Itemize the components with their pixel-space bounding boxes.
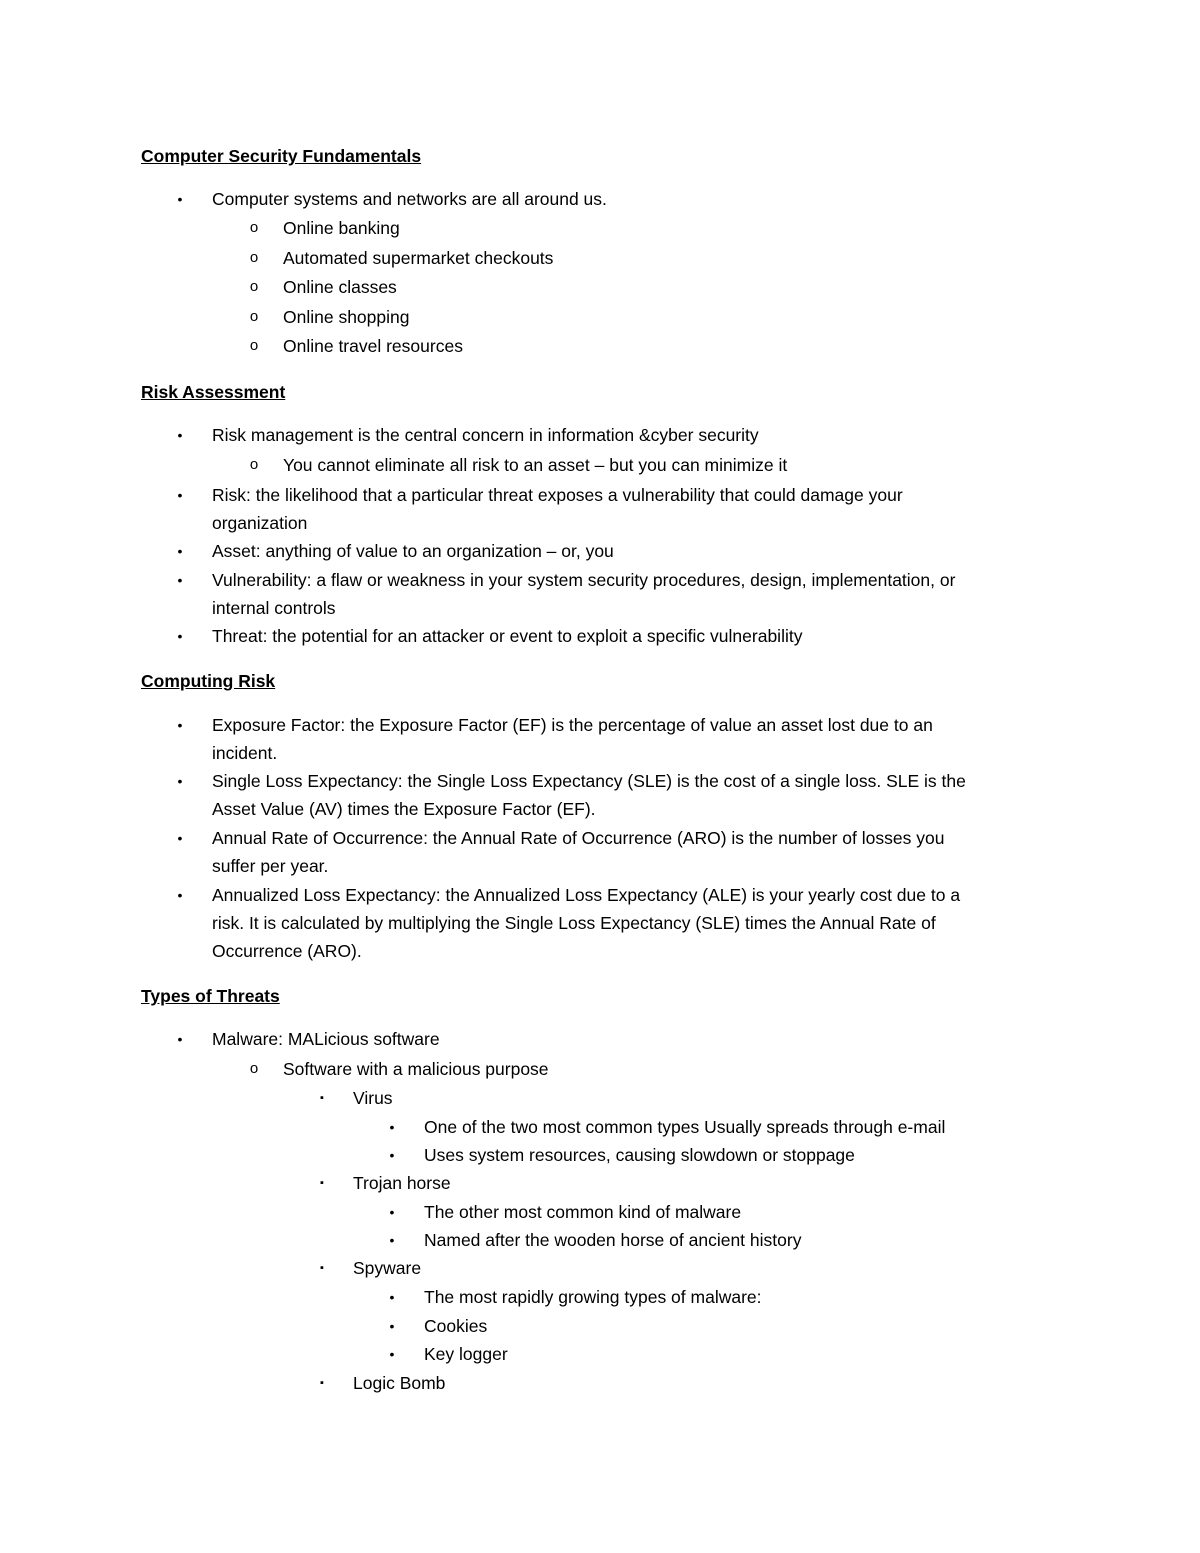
list-item: Risk: the likelihood that a particular threat exposes a vulnerability that could damage your	[212, 485, 903, 505]
sub-sub-list-item: Trojan horse	[353, 1173, 451, 1193]
bullet-icon: •	[177, 191, 183, 207]
circle-bullet-icon: o	[249, 219, 259, 236]
bullet-icon: •	[177, 572, 183, 588]
list-item: Computer systems and networks are all around us.	[212, 189, 607, 209]
sub-list-item: Online classes	[283, 277, 397, 297]
sub-list-item: Automated supermarket checkouts	[283, 248, 554, 268]
list-item: Threat: the potential for an attacker or event to exploit a specific vulnerability	[212, 626, 803, 646]
list-item-continuation: internal controls	[212, 598, 336, 618]
bullet-icon: •	[389, 1147, 395, 1163]
list-item-continuation: organization	[212, 513, 308, 533]
bullet-icon: •	[177, 487, 183, 503]
level4-list-item: Cookies	[424, 1316, 488, 1336]
circle-bullet-icon: o	[249, 249, 259, 266]
list-item-continuation: risk. It is calculated by multiplying the Single Loss Expectancy (SLE) times the Annual Rate of	[212, 913, 936, 933]
bullet-icon: •	[389, 1204, 395, 1220]
list-item: Vulnerability: a flaw or weakness in your system security procedures, design, implementation, or	[212, 570, 956, 590]
bullet-icon: •	[389, 1346, 395, 1362]
sub-list-item: Online shopping	[283, 307, 410, 327]
list-item: Single Loss Expectancy: the Single Loss Expectancy (SLE) is the cost of a single loss. SLE is the	[212, 771, 966, 791]
list-item-continuation: Occurrence (ARO).	[212, 941, 362, 961]
circle-bullet-icon: o	[249, 278, 259, 295]
section-heading-risk-assessment: Risk Assessment	[141, 382, 286, 402]
list-item: Asset: anything of value to an organization – or, you	[212, 541, 614, 561]
list-item: Annualized Loss Expectancy: the Annualized Loss Expectancy (ALE) is your yearly cost due to a	[212, 885, 961, 905]
bullet-icon: •	[177, 830, 183, 846]
level4-list-item: One of the two most common types Usually spreads through e-mail	[424, 1117, 946, 1137]
level4-list-item: Named after the wooden horse of ancient history	[424, 1230, 802, 1250]
level4-list-item: Key logger	[424, 1344, 508, 1364]
list-item-continuation: incident.	[212, 743, 278, 763]
bullet-icon: •	[389, 1318, 395, 1334]
circle-bullet-icon: o	[249, 456, 259, 473]
list-item: Annual Rate of Occurrence: the Annual Rate of Occurrence (ARO) is the number of losses you	[212, 828, 945, 848]
bullet-icon: •	[177, 887, 183, 903]
square-bullet-icon: ▪	[320, 1377, 324, 1389]
list-item-continuation: suffer per year.	[212, 856, 329, 876]
bullet-icon: •	[177, 628, 183, 644]
sub-sub-list-item: Virus	[353, 1088, 393, 1108]
section-heading-computer-security-fundamentals: Computer Security Fundamentals	[141, 146, 422, 166]
circle-bullet-icon: o	[249, 1060, 259, 1077]
list-item-continuation: Asset Value (AV) times the Exposure Factor (EF).	[212, 799, 596, 819]
circle-bullet-icon: o	[249, 308, 259, 325]
sub-list-item: Online travel resources	[283, 336, 463, 356]
sub-sub-list-item: Spyware	[353, 1258, 422, 1278]
bullet-icon: •	[389, 1289, 395, 1305]
section-heading-types-of-threats: Types of Threats	[141, 986, 280, 1006]
bullet-icon: •	[177, 427, 183, 443]
sub-list-item: You cannot eliminate all risk to an asset – but you can minimize it	[283, 455, 788, 475]
bullet-icon: •	[389, 1119, 395, 1135]
section-heading-computing-risk: Computing Risk	[141, 671, 276, 691]
square-bullet-icon: ▪	[320, 1092, 324, 1104]
bullet-icon: •	[177, 1031, 183, 1047]
square-bullet-icon: ▪	[320, 1177, 324, 1189]
bullet-icon: •	[177, 543, 183, 559]
level4-list-item: Uses system resources, causing slowdown or stoppage	[424, 1145, 855, 1165]
square-bullet-icon: ▪	[320, 1262, 324, 1274]
bullet-icon: •	[177, 773, 183, 789]
list-item: Exposure Factor: the Exposure Factor (EF) is the percentage of value an asset lost due to an	[212, 715, 933, 735]
level4-list-item: The most rapidly growing types of malware:	[424, 1287, 762, 1307]
circle-bullet-icon: o	[249, 337, 259, 354]
bullet-icon: •	[177, 717, 183, 733]
list-item: Malware: MALicious software	[212, 1029, 440, 1049]
sub-sub-list-item: Logic Bomb	[353, 1373, 446, 1393]
sub-list-item: Online banking	[283, 218, 400, 238]
list-item: Risk management is the central concern in information &cyber security	[212, 425, 759, 445]
bullet-icon: •	[389, 1232, 395, 1248]
sub-list-item: Software with a malicious purpose	[283, 1059, 549, 1079]
level4-list-item: The other most common kind of malware	[424, 1202, 742, 1222]
